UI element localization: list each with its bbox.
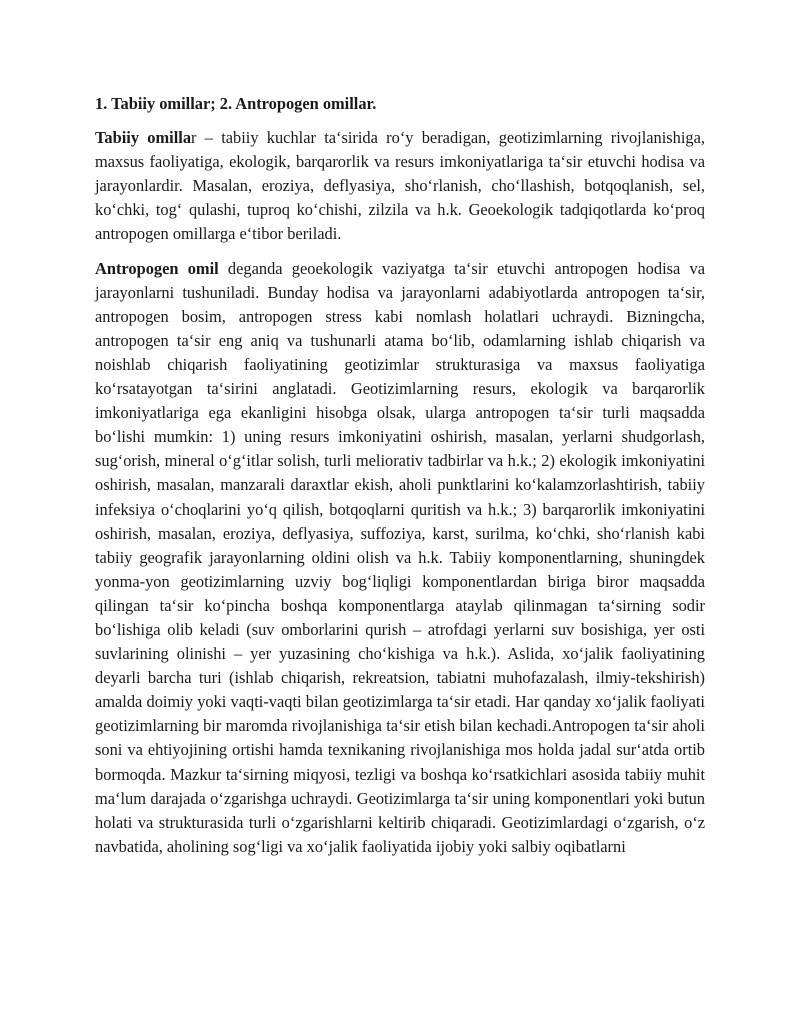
paragraph-anthropogenic-factor bbox=[95, 257, 705, 859]
term-natural-factors-suffix: r bbox=[191, 128, 197, 148]
document-page bbox=[95, 92, 705, 869]
paragraph-natural-factors-text: – tabiiy kuchlar ta‘sirida ro‘y beradigan, geotizimlarning rivojlanishiga, maxsus faoliyatiga, ekologik, barqarorlik va resurs imkoniyatlariga ta‘sir etuvchi hodisa va jarayonlardir. Masalan, eroziya, deflyasiya, sho‘rlanish, cho‘llashish, botqoqlanish, sel, ko‘chki, tog‘ qulashi, tuproq ko‘chishi, zilzila va h.k. Geoekologik tadqiqotlarda ko‘proq antropogen omillarga e‘tibor beriladi. bbox=[95, 128, 705, 244]
term-anthropogenic-factor: Antropogen omil bbox=[95, 258, 219, 278]
term-natural-factors: Tabiiy omilla bbox=[95, 128, 192, 148]
paragraph-natural-factors bbox=[95, 126, 705, 246]
paragraph-anthropogenic-factor-text: deganda geoekologik vaziyatga ta‘sir etuvchi antropogen hodisa va jarayonlarni tushuniladi. Bunday hodisa va jarayonlarni adabiyotlarda antropogen ta‘sir, antropogen bosim, antropogen stress kabi nomlash holatlari uchraydi. Bizningcha, antropogen ta‘sir eng aniq va tushunarli atama bo‘lib, odamlarning ishlab chiqarish va noishlab chiqarish faoliyatining geotizimlar strukturasiga va maxsus faoliyatiga ko‘rsatayotgan ta‘sirini anglatadi. Geotizimlarning resurs, ekologik va barqarorlik imkoniyatlariga ega ekanligini hisobga olsak, ularga antropogen ta‘sir turli maqsadda bo‘lishi mumkin: 1) uning resurs imkoniyatini oshirish, masalan, yerlarni shudgorlash, sug‘orish, mineral o‘g‘itlar solish, turli meliorativ tadbirlar va h.k.; 2) ekologik imkoniyatini oshirish, masalan, manzarali daraxtlar ekish, aholi punktlarini ko‘kalamzorlashtirish, tabiiy infeksiya o‘choqlarini yo‘q qilish, botqoqlarni quritish va h.k.; 3) barqarorlik imkoniyatini oshirish, masalan, eroziya, deflyasiya, suffoziya, karst, surilma, ko‘chki, sho‘rlanish kabi tabiiy geografik jarayonlarning oldini olish va h.k. Tabiiy komponentlarning, shuningdek yonma-yon geotizimlarning uzviy bog‘liqligi komponentlardan biriga biror maqsadda qilingan ta‘sir ko‘pincha boshqa komponentlarga ataylab qilinmagan ta‘sirning sodir bo‘lishiga olib keladi (suv omborlarini qurish – atrofdagi yerlarni suv bosishiga, yer osti suvlarining olinishi – yer yuzasining cho‘kishiga va h.k.). Aslida, xo‘jalik faoliyatining deyarli barcha turi (ishlab chiqarish, rekreatsion, tabiatni muhofazalash, ilmiy-tekshirish) amalda doimiy yoki vaqti-vaqti bilan geotizimlarga ta‘sir etadi. Har qanday xo‘jalik faoliyati geotizimlarning bir maromda rivojlanishiga ta‘sir etish bilan kechadi.Antropogen ta‘sir aholi soni va ehtiyojining ortishi hamda texnikaning rivojlanishiga mos holda jadal sur‘atda ortib bormoqda. Mazkur ta‘sirning miqyosi, tezligi va boshqa ko‘rsatkichlari asosida tabiiy muhit ma‘lum darajada o‘zgarishga uchraydi. Geotizimlarga ta‘sir uning komponentlari yoki butun holati va strukturasida turli o‘zgarishlarni keltirib chiqaradi. Geotizimlardagi o‘zgarish, o‘z navbatida, aholining sog‘ligi va xo‘jalik faoliyatida ijobiy yoki salbiy oqibatlarni bbox=[95, 258, 705, 856]
page-title: 1. Tabiiy omillar; 2. Antropogen omillar. bbox=[95, 94, 377, 113]
